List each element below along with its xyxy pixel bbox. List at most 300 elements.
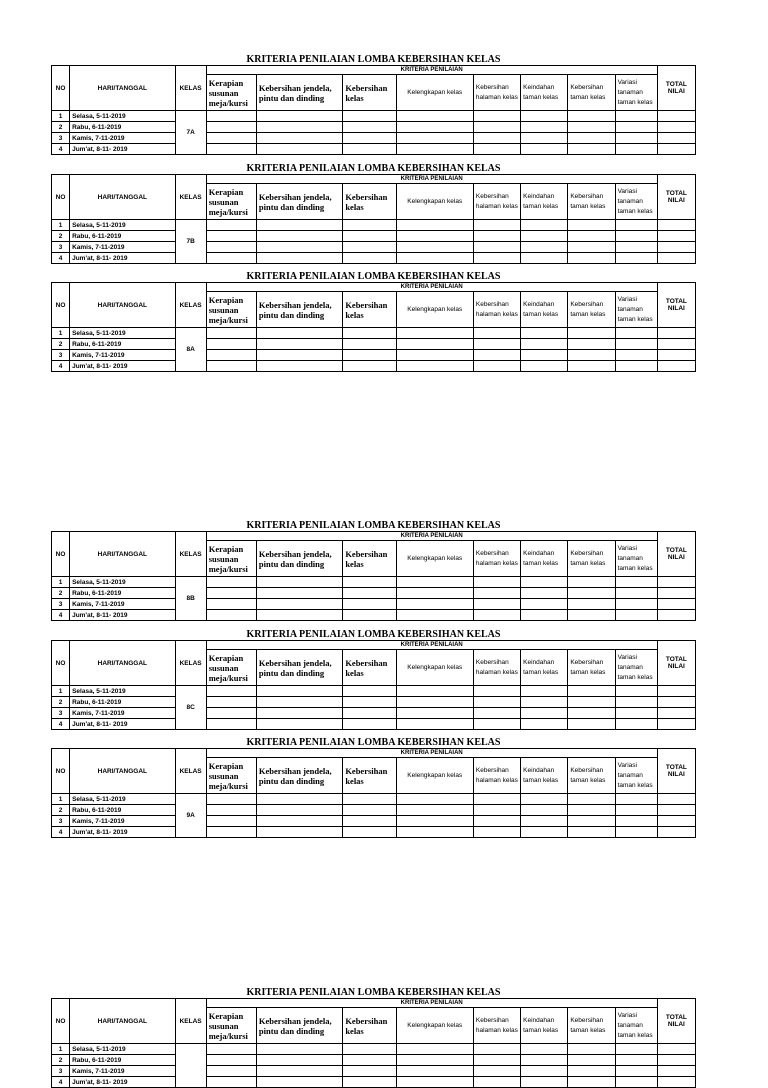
score-cell[interactable] bbox=[343, 816, 396, 827]
header-criterion: Kerapian susunan meja/kursi bbox=[206, 75, 256, 111]
score-cell[interactable] bbox=[615, 794, 657, 805]
row-date: Jum'at, 8-11- 2019 bbox=[70, 610, 175, 621]
total-cell[interactable] bbox=[657, 816, 695, 827]
score-cell[interactable] bbox=[473, 816, 520, 827]
score-cell[interactable] bbox=[256, 1066, 342, 1077]
score-cell[interactable] bbox=[343, 697, 396, 708]
score-cell[interactable] bbox=[615, 144, 657, 155]
score-cell[interactable] bbox=[473, 339, 520, 350]
assessment-block bbox=[51, 987, 696, 1088]
score-cell[interactable] bbox=[343, 1055, 396, 1066]
table-row bbox=[52, 111, 696, 122]
score-cell[interactable] bbox=[256, 719, 342, 730]
score-cell[interactable] bbox=[568, 708, 615, 719]
score-cell[interactable] bbox=[615, 111, 657, 122]
score-cell[interactable] bbox=[343, 686, 396, 697]
score-cell[interactable] bbox=[256, 697, 342, 708]
header-kelas: KELAS bbox=[175, 283, 206, 328]
score-cell[interactable] bbox=[396, 328, 473, 339]
score-cell[interactable] bbox=[473, 599, 520, 610]
header-criterion: Variasi tanaman taman kelas bbox=[615, 292, 657, 328]
score-cell[interactable] bbox=[206, 361, 256, 372]
score-cell[interactable] bbox=[396, 708, 473, 719]
score-cell[interactable] bbox=[521, 220, 568, 231]
score-cell[interactable] bbox=[568, 827, 615, 838]
score-cell[interactable] bbox=[568, 361, 615, 372]
header-criterion: Kebersihan halaman kelas bbox=[473, 184, 520, 220]
score-cell[interactable] bbox=[396, 719, 473, 730]
score-cell[interactable] bbox=[343, 122, 396, 133]
score-cell[interactable] bbox=[343, 599, 396, 610]
score-cell[interactable] bbox=[615, 361, 657, 372]
score-cell[interactable] bbox=[256, 350, 342, 361]
total-cell[interactable] bbox=[657, 827, 695, 838]
score-cell[interactable] bbox=[206, 339, 256, 350]
row-number: 2 bbox=[52, 697, 70, 708]
form-title: KRITERIA PENILAIAN LOMBA KEBERSIHAN KELAS bbox=[246, 629, 501, 640]
score-cell[interactable] bbox=[343, 253, 396, 264]
score-cell[interactable] bbox=[473, 253, 520, 264]
score-cell[interactable] bbox=[343, 577, 396, 588]
score-cell[interactable] bbox=[396, 686, 473, 697]
score-cell[interactable] bbox=[206, 242, 256, 253]
score-cell[interactable] bbox=[615, 122, 657, 133]
score-cell[interactable] bbox=[256, 253, 342, 264]
score-cell[interactable] bbox=[615, 708, 657, 719]
score-cell[interactable] bbox=[473, 827, 520, 838]
score-cell[interactable] bbox=[568, 1055, 615, 1066]
class-name bbox=[175, 1044, 206, 1088]
score-cell[interactable] bbox=[256, 708, 342, 719]
score-cell[interactable] bbox=[343, 827, 396, 838]
score-cell[interactable] bbox=[568, 253, 615, 264]
score-cell[interactable] bbox=[206, 328, 256, 339]
score-cell[interactable] bbox=[615, 339, 657, 350]
header-criterion: Keindahan taman kelas bbox=[521, 292, 568, 328]
score-cell[interactable] bbox=[568, 1077, 615, 1088]
score-cell[interactable] bbox=[568, 697, 615, 708]
score-cell[interactable] bbox=[615, 827, 657, 838]
score-cell[interactable] bbox=[343, 805, 396, 816]
score-cell[interactable] bbox=[615, 1066, 657, 1077]
total-cell[interactable] bbox=[657, 1066, 695, 1077]
score-cell[interactable] bbox=[615, 686, 657, 697]
total-cell[interactable] bbox=[657, 577, 695, 588]
score-cell[interactable] bbox=[396, 350, 473, 361]
score-cell[interactable] bbox=[473, 805, 520, 816]
score-cell[interactable] bbox=[521, 827, 568, 838]
total-cell[interactable] bbox=[657, 708, 695, 719]
score-cell[interactable] bbox=[568, 719, 615, 730]
score-cell[interactable] bbox=[473, 1077, 520, 1088]
score-cell[interactable] bbox=[521, 610, 568, 621]
score-cell[interactable] bbox=[396, 577, 473, 588]
total-cell[interactable] bbox=[657, 686, 695, 697]
score-cell[interactable] bbox=[521, 794, 568, 805]
total-cell[interactable] bbox=[657, 220, 695, 231]
score-cell[interactable] bbox=[396, 242, 473, 253]
score-cell[interactable] bbox=[521, 122, 568, 133]
score-cell[interactable] bbox=[615, 231, 657, 242]
score-cell[interactable] bbox=[396, 1055, 473, 1066]
score-cell[interactable] bbox=[521, 686, 568, 697]
score-cell[interactable] bbox=[473, 697, 520, 708]
row-number: 1 bbox=[52, 111, 70, 122]
score-cell[interactable] bbox=[396, 1066, 473, 1077]
score-cell[interactable] bbox=[206, 610, 256, 621]
score-cell[interactable] bbox=[256, 220, 342, 231]
score-cell[interactable] bbox=[615, 697, 657, 708]
score-cell[interactable] bbox=[343, 361, 396, 372]
score-cell[interactable] bbox=[206, 253, 256, 264]
score-cell[interactable] bbox=[206, 350, 256, 361]
total-cell[interactable] bbox=[657, 144, 695, 155]
score-cell[interactable] bbox=[343, 339, 396, 350]
score-cell[interactable] bbox=[473, 610, 520, 621]
header-criterion: Kebersihan kelas bbox=[343, 650, 396, 686]
score-cell[interactable] bbox=[206, 122, 256, 133]
score-cell[interactable] bbox=[343, 719, 396, 730]
total-cell[interactable] bbox=[657, 588, 695, 599]
score-cell[interactable] bbox=[396, 339, 473, 350]
total-cell[interactable] bbox=[657, 1055, 695, 1066]
score-cell[interactable] bbox=[343, 144, 396, 155]
assessment-block bbox=[51, 629, 696, 730]
header-no: NO bbox=[52, 283, 70, 328]
total-cell[interactable] bbox=[657, 719, 695, 730]
score-cell[interactable] bbox=[521, 1044, 568, 1055]
score-cell[interactable] bbox=[256, 1044, 342, 1055]
score-cell[interactable] bbox=[473, 577, 520, 588]
row-number: 3 bbox=[52, 708, 70, 719]
score-cell[interactable] bbox=[473, 231, 520, 242]
score-cell[interactable] bbox=[206, 805, 256, 816]
row-number: 4 bbox=[52, 827, 70, 838]
total-cell[interactable] bbox=[657, 133, 695, 144]
score-cell[interactable] bbox=[615, 350, 657, 361]
score-cell[interactable] bbox=[206, 144, 256, 155]
score-cell[interactable] bbox=[615, 253, 657, 264]
score-cell[interactable] bbox=[521, 697, 568, 708]
score-cell[interactable] bbox=[473, 1044, 520, 1055]
score-cell[interactable] bbox=[206, 133, 256, 144]
total-cell[interactable] bbox=[657, 111, 695, 122]
score-cell[interactable] bbox=[568, 686, 615, 697]
header-kelas: KELAS bbox=[175, 175, 206, 220]
header-criterion: Variasi tanaman taman kelas bbox=[615, 1008, 657, 1044]
score-cell[interactable] bbox=[396, 827, 473, 838]
score-cell[interactable] bbox=[256, 339, 342, 350]
score-cell[interactable] bbox=[256, 794, 342, 805]
score-cell[interactable] bbox=[615, 588, 657, 599]
total-cell[interactable] bbox=[657, 610, 695, 621]
score-cell[interactable] bbox=[206, 220, 256, 231]
total-cell[interactable] bbox=[657, 697, 695, 708]
score-cell[interactable] bbox=[473, 1055, 520, 1066]
score-cell[interactable] bbox=[206, 816, 256, 827]
score-cell[interactable] bbox=[396, 231, 473, 242]
score-cell[interactable] bbox=[206, 1066, 256, 1077]
header-criterion: Kebersihan taman kelas bbox=[568, 650, 615, 686]
score-cell[interactable] bbox=[206, 708, 256, 719]
total-cell[interactable] bbox=[657, 805, 695, 816]
score-cell[interactable] bbox=[256, 805, 342, 816]
score-cell[interactable] bbox=[473, 133, 520, 144]
score-cell[interactable] bbox=[521, 708, 568, 719]
score-cell[interactable] bbox=[343, 1077, 396, 1088]
score-cell[interactable] bbox=[343, 708, 396, 719]
score-cell[interactable] bbox=[206, 588, 256, 599]
total-cell[interactable] bbox=[657, 794, 695, 805]
score-cell[interactable] bbox=[256, 242, 342, 253]
score-cell[interactable] bbox=[256, 577, 342, 588]
score-cell[interactable] bbox=[256, 686, 342, 697]
score-cell[interactable] bbox=[568, 588, 615, 599]
score-cell[interactable] bbox=[396, 599, 473, 610]
score-cell[interactable] bbox=[521, 133, 568, 144]
score-cell[interactable] bbox=[615, 610, 657, 621]
score-cell[interactable] bbox=[521, 231, 568, 242]
score-cell[interactable] bbox=[473, 1066, 520, 1077]
row-date: Kamis, 7-11-2019 bbox=[70, 1066, 175, 1077]
score-cell[interactable] bbox=[568, 610, 615, 621]
score-cell[interactable] bbox=[343, 610, 396, 621]
header-criterion: Kebersihan kelas bbox=[343, 75, 396, 111]
score-cell[interactable] bbox=[256, 1055, 342, 1066]
total-cell[interactable] bbox=[657, 328, 695, 339]
score-cell[interactable] bbox=[568, 1044, 615, 1055]
score-cell[interactable] bbox=[396, 610, 473, 621]
score-cell[interactable] bbox=[473, 122, 520, 133]
score-cell[interactable] bbox=[568, 111, 615, 122]
score-cell[interactable] bbox=[615, 1077, 657, 1088]
total-cell[interactable] bbox=[657, 599, 695, 610]
score-cell[interactable] bbox=[206, 1044, 256, 1055]
score-cell[interactable] bbox=[396, 805, 473, 816]
score-cell[interactable] bbox=[256, 328, 342, 339]
score-cell[interactable] bbox=[256, 111, 342, 122]
total-cell[interactable] bbox=[657, 350, 695, 361]
score-cell[interactable] bbox=[256, 610, 342, 621]
row-date: Kamis, 7-11-2019 bbox=[70, 599, 175, 610]
score-cell[interactable] bbox=[396, 144, 473, 155]
score-cell[interactable] bbox=[396, 1044, 473, 1055]
score-cell[interactable] bbox=[206, 111, 256, 122]
score-cell[interactable] bbox=[396, 220, 473, 231]
score-cell[interactable] bbox=[568, 220, 615, 231]
score-cell[interactable] bbox=[256, 816, 342, 827]
assessment-table bbox=[51, 282, 696, 372]
score-cell[interactable] bbox=[343, 1066, 396, 1077]
table-row bbox=[52, 339, 696, 350]
score-cell[interactable] bbox=[206, 794, 256, 805]
header-criterion: Keindahan taman kelas bbox=[521, 1008, 568, 1044]
total-cell[interactable] bbox=[657, 242, 695, 253]
score-cell[interactable] bbox=[473, 350, 520, 361]
score-cell[interactable] bbox=[473, 708, 520, 719]
score-cell[interactable] bbox=[473, 111, 520, 122]
assessment-table bbox=[51, 998, 696, 1088]
score-cell[interactable] bbox=[343, 242, 396, 253]
score-cell[interactable] bbox=[256, 133, 342, 144]
score-cell[interactable] bbox=[615, 328, 657, 339]
score-cell[interactable] bbox=[396, 122, 473, 133]
score-cell[interactable] bbox=[568, 599, 615, 610]
score-cell[interactable] bbox=[256, 1077, 342, 1088]
header-no: NO bbox=[52, 175, 70, 220]
score-cell[interactable] bbox=[206, 686, 256, 697]
table-row bbox=[52, 328, 696, 339]
score-cell[interactable] bbox=[343, 220, 396, 231]
score-cell[interactable] bbox=[521, 111, 568, 122]
score-cell[interactable] bbox=[343, 111, 396, 122]
total-cell[interactable] bbox=[657, 1077, 695, 1088]
score-cell[interactable] bbox=[256, 827, 342, 838]
score-cell[interactable] bbox=[568, 122, 615, 133]
score-cell[interactable] bbox=[256, 144, 342, 155]
score-cell[interactable] bbox=[521, 577, 568, 588]
table-row bbox=[52, 697, 696, 708]
score-cell[interactable] bbox=[396, 794, 473, 805]
score-cell[interactable] bbox=[256, 599, 342, 610]
score-cell[interactable] bbox=[521, 350, 568, 361]
score-cell[interactable] bbox=[615, 1055, 657, 1066]
score-cell[interactable] bbox=[568, 231, 615, 242]
score-cell[interactable] bbox=[568, 816, 615, 827]
score-cell[interactable] bbox=[521, 599, 568, 610]
total-cell[interactable] bbox=[657, 122, 695, 133]
score-cell[interactable] bbox=[615, 133, 657, 144]
score-cell[interactable] bbox=[343, 1044, 396, 1055]
header-total: TOTAL NILAI bbox=[657, 175, 695, 220]
total-cell[interactable] bbox=[657, 1044, 695, 1055]
assessment-block bbox=[51, 163, 696, 264]
total-cell[interactable] bbox=[657, 361, 695, 372]
score-cell[interactable] bbox=[256, 588, 342, 599]
score-cell[interactable] bbox=[521, 1077, 568, 1088]
score-cell[interactable] bbox=[473, 220, 520, 231]
score-cell[interactable] bbox=[206, 577, 256, 588]
score-cell[interactable] bbox=[568, 350, 615, 361]
score-cell[interactable] bbox=[343, 794, 396, 805]
score-cell[interactable] bbox=[396, 133, 473, 144]
score-cell[interactable] bbox=[473, 144, 520, 155]
header-date: HARI/TANGGAL bbox=[70, 641, 175, 686]
score-cell[interactable] bbox=[206, 719, 256, 730]
score-cell[interactable] bbox=[473, 719, 520, 730]
score-cell[interactable] bbox=[396, 253, 473, 264]
score-cell[interactable] bbox=[206, 599, 256, 610]
score-cell[interactable] bbox=[568, 805, 615, 816]
score-cell[interactable] bbox=[521, 1055, 568, 1066]
score-cell[interactable] bbox=[256, 231, 342, 242]
score-cell[interactable] bbox=[473, 588, 520, 599]
header-criterion: Kelengkapan kelas bbox=[396, 650, 473, 686]
table-row bbox=[52, 1044, 696, 1055]
score-cell[interactable] bbox=[473, 794, 520, 805]
row-number: 2 bbox=[52, 122, 70, 133]
score-cell[interactable] bbox=[206, 827, 256, 838]
score-cell[interactable] bbox=[521, 253, 568, 264]
score-cell[interactable] bbox=[343, 133, 396, 144]
score-cell[interactable] bbox=[568, 1066, 615, 1077]
table-row bbox=[52, 350, 696, 361]
score-cell[interactable] bbox=[615, 577, 657, 588]
score-cell[interactable] bbox=[568, 144, 615, 155]
score-cell[interactable] bbox=[396, 1077, 473, 1088]
score-cell[interactable] bbox=[521, 144, 568, 155]
score-cell[interactable] bbox=[396, 361, 473, 372]
row-date: Selasa, 5-11-2019 bbox=[70, 111, 175, 122]
score-cell[interactable] bbox=[521, 588, 568, 599]
row-date: Jum'at, 8-11- 2019 bbox=[70, 1077, 175, 1088]
score-cell[interactable] bbox=[396, 697, 473, 708]
assessment-block bbox=[51, 271, 696, 372]
header-total: TOTAL NILAI bbox=[657, 999, 695, 1044]
score-cell[interactable] bbox=[521, 816, 568, 827]
score-cell[interactable] bbox=[521, 719, 568, 730]
total-cell[interactable] bbox=[657, 253, 695, 264]
score-cell[interactable] bbox=[206, 1077, 256, 1088]
score-cell[interactable] bbox=[256, 361, 342, 372]
row-number: 3 bbox=[52, 816, 70, 827]
score-cell[interactable] bbox=[521, 361, 568, 372]
score-cell[interactable] bbox=[615, 1044, 657, 1055]
score-cell[interactable] bbox=[568, 794, 615, 805]
score-cell[interactable] bbox=[206, 697, 256, 708]
row-number: 1 bbox=[52, 1044, 70, 1055]
score-cell[interactable] bbox=[615, 599, 657, 610]
score-cell[interactable] bbox=[396, 816, 473, 827]
header-no: NO bbox=[52, 66, 70, 111]
score-cell[interactable] bbox=[615, 242, 657, 253]
row-number: 1 bbox=[52, 686, 70, 697]
total-cell[interactable] bbox=[657, 231, 695, 242]
score-cell[interactable] bbox=[521, 339, 568, 350]
score-cell[interactable] bbox=[521, 328, 568, 339]
score-cell[interactable] bbox=[396, 588, 473, 599]
score-cell[interactable] bbox=[343, 231, 396, 242]
row-date: Kamis, 7-11-2019 bbox=[70, 242, 175, 253]
score-cell[interactable] bbox=[343, 588, 396, 599]
header-criterion: Kebersihan halaman kelas bbox=[473, 1008, 520, 1044]
score-cell[interactable] bbox=[568, 328, 615, 339]
score-cell[interactable] bbox=[568, 339, 615, 350]
score-cell[interactable] bbox=[473, 328, 520, 339]
score-cell[interactable] bbox=[521, 1066, 568, 1077]
score-cell[interactable] bbox=[521, 805, 568, 816]
score-cell[interactable] bbox=[256, 122, 342, 133]
total-cell[interactable] bbox=[657, 339, 695, 350]
score-cell[interactable] bbox=[615, 805, 657, 816]
score-cell[interactable] bbox=[473, 361, 520, 372]
score-cell[interactable] bbox=[568, 133, 615, 144]
score-cell[interactable] bbox=[343, 350, 396, 361]
score-cell[interactable] bbox=[206, 231, 256, 242]
score-cell[interactable] bbox=[568, 242, 615, 253]
score-cell[interactable] bbox=[615, 816, 657, 827]
score-cell[interactable] bbox=[615, 220, 657, 231]
score-cell[interactable] bbox=[396, 111, 473, 122]
score-cell[interactable] bbox=[521, 242, 568, 253]
score-cell[interactable] bbox=[615, 719, 657, 730]
score-cell[interactable] bbox=[206, 1055, 256, 1066]
header-criterion: Kebersihan halaman kelas bbox=[473, 758, 520, 794]
score-cell[interactable] bbox=[568, 577, 615, 588]
score-cell[interactable] bbox=[473, 686, 520, 697]
score-cell[interactable] bbox=[343, 328, 396, 339]
score-cell[interactable] bbox=[473, 242, 520, 253]
